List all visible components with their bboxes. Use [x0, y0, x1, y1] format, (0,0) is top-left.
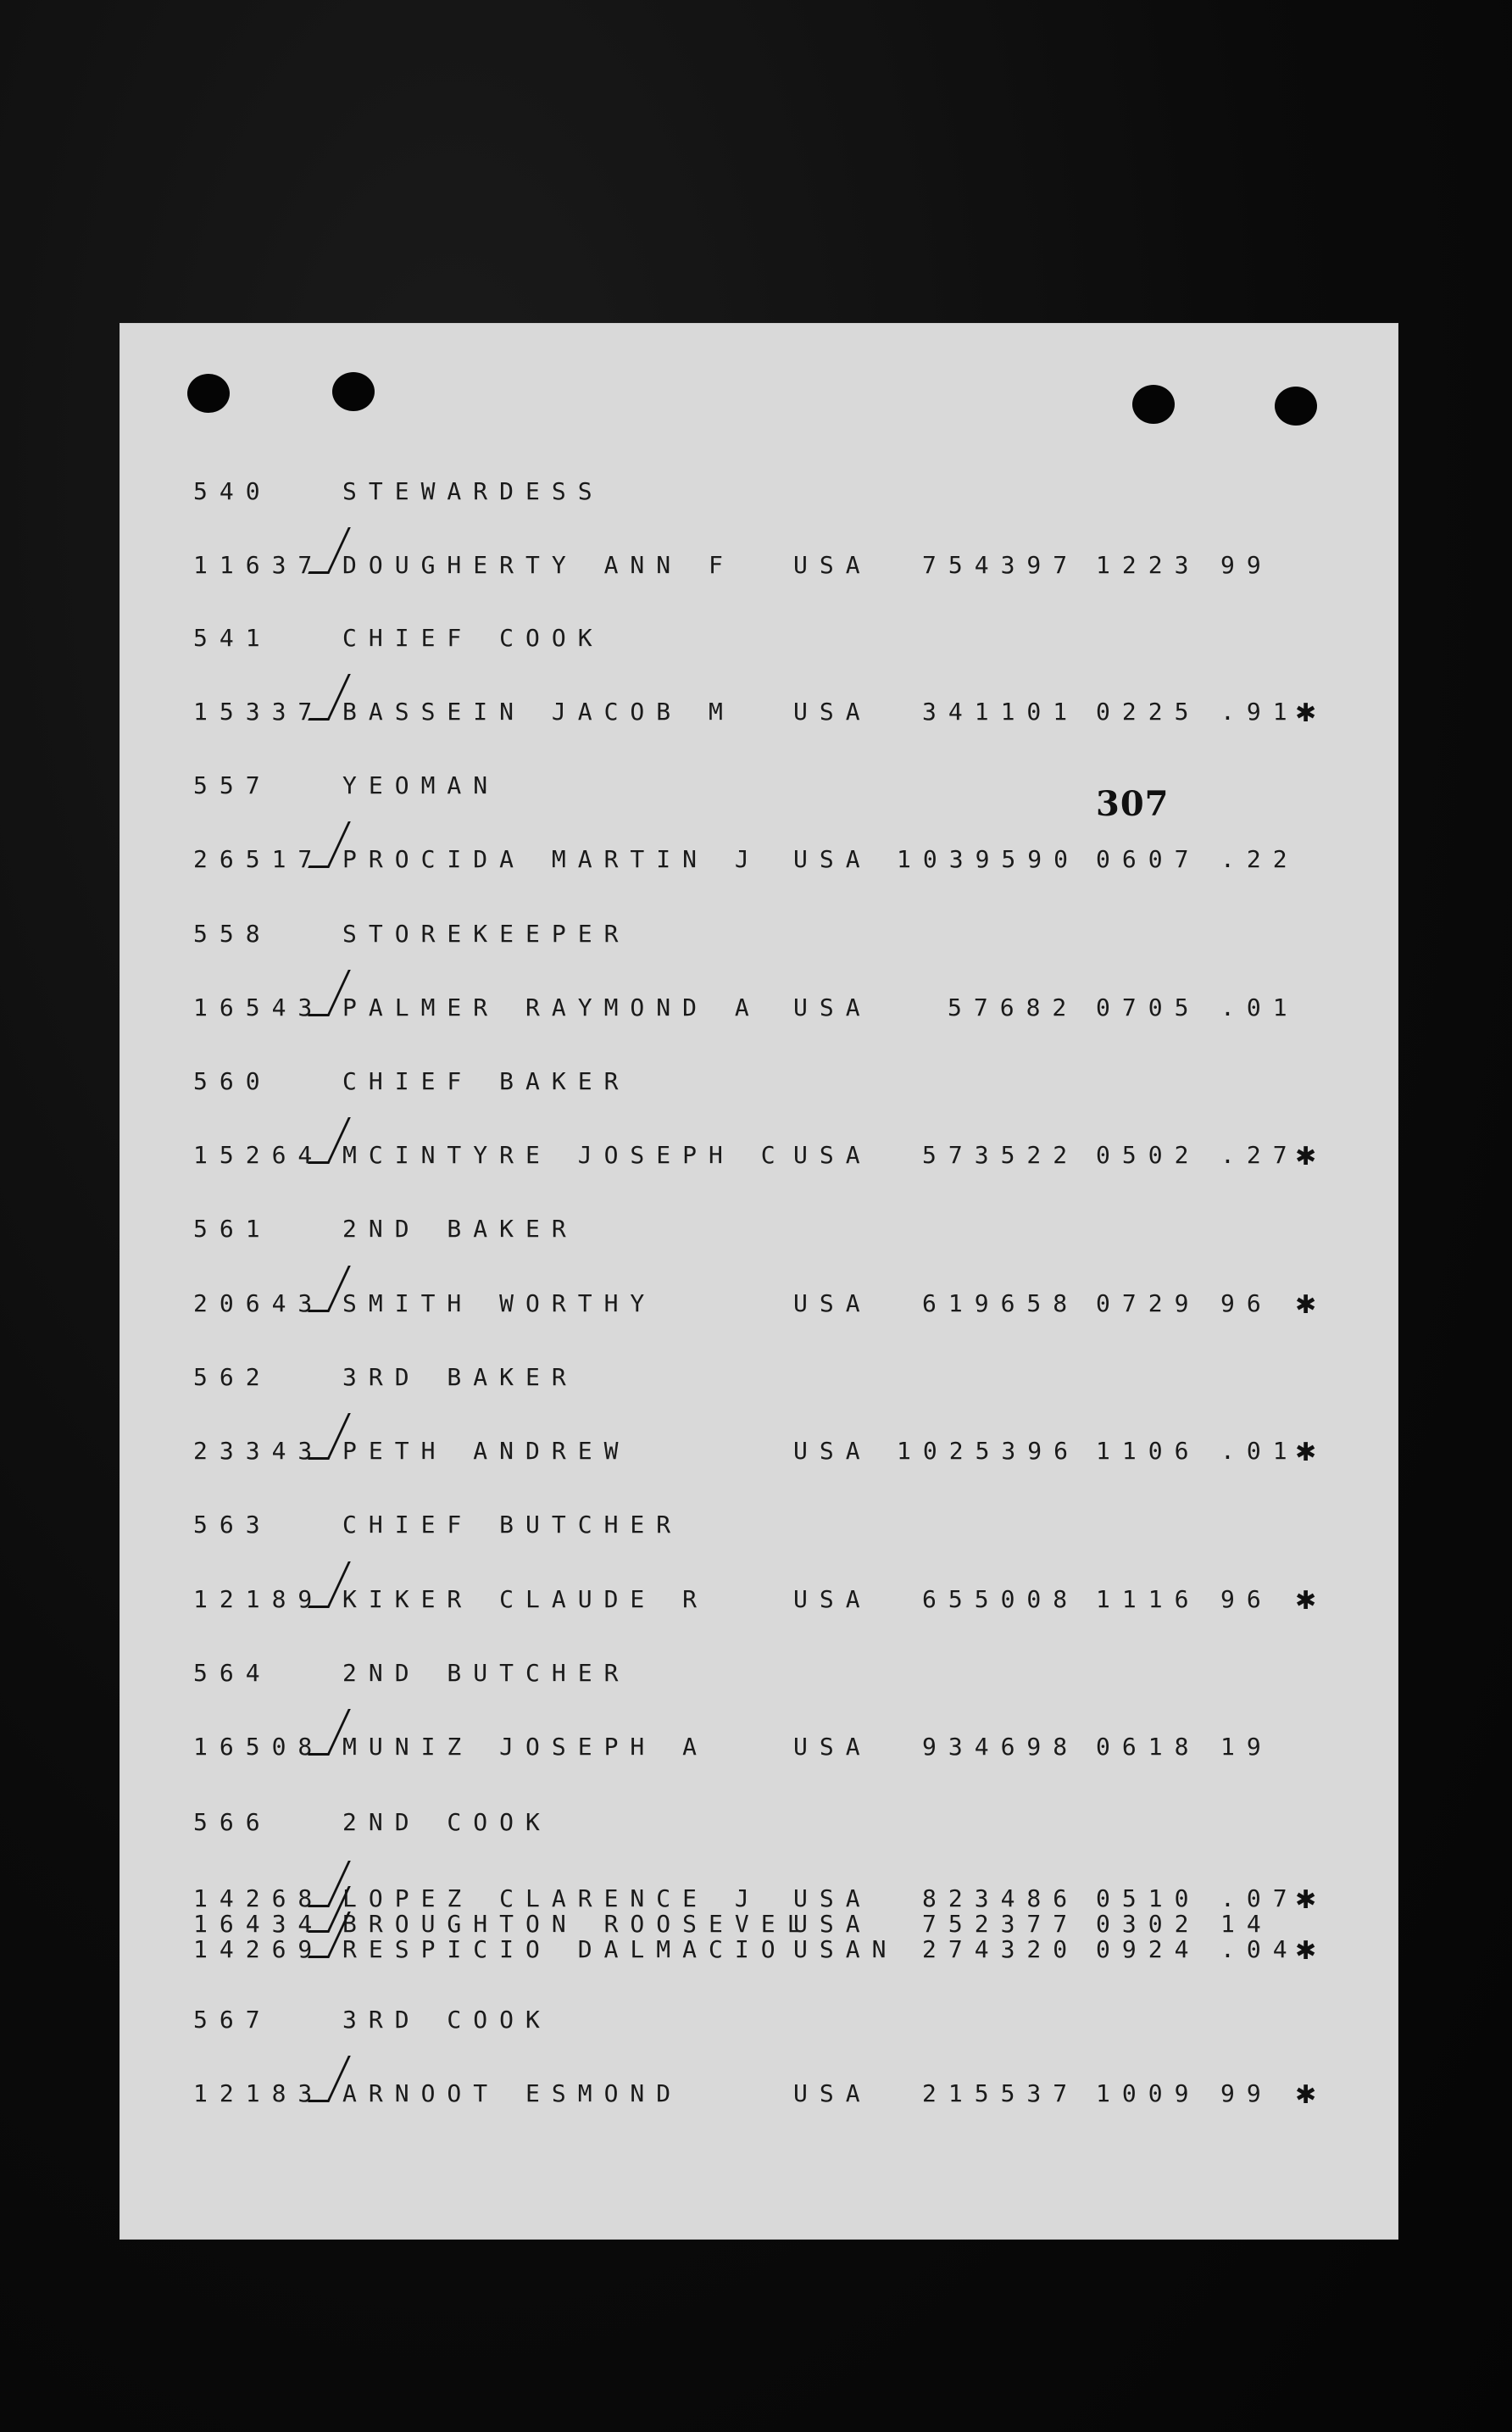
remark-code: .22 [1220, 845, 1299, 873]
certificate-number: 1039590 [897, 845, 1081, 873]
nationality: USA [793, 993, 872, 1021]
rating-code: 561 [193, 1215, 272, 1243]
certificate-number: 1025396 [897, 1437, 1081, 1465]
book-number: 15264 [193, 1141, 325, 1169]
punch-hole [1275, 387, 1317, 426]
rating-title: STEWARDESS [342, 477, 604, 505]
rating-title: 2ND BAKER [342, 1215, 578, 1243]
rating-title: 2ND COOK [342, 1808, 552, 1836]
book-number: 14268 [193, 1884, 325, 1912]
certificate-number: 823486 [922, 1884, 1080, 1912]
certificate-number: 57682 [948, 993, 1079, 1021]
rating-title: 3RD BAKER [342, 1363, 578, 1391]
certificate-number: 573522 [922, 1141, 1080, 1169]
rating-code: 562 [193, 1363, 272, 1391]
certificate-number: 274320 [922, 1935, 1080, 1963]
date-code: 0618 [1096, 1733, 1201, 1761]
nationality: USA [793, 1884, 872, 1912]
remark-code: 14 [1220, 1910, 1273, 1938]
remark-code: .04 [1220, 1935, 1299, 1963]
crew-name: PROCIDA MARTIN J [342, 845, 761, 873]
crew-name: SMITH WORTHY [342, 1289, 657, 1317]
punch-hole [332, 372, 375, 411]
book-number: 16434 [193, 1910, 325, 1938]
certificate-number: 655008 [922, 1585, 1080, 1613]
remark-code: .01 [1220, 993, 1299, 1021]
book-number: 23343 [193, 1437, 325, 1465]
remark-code: .91 [1220, 698, 1299, 726]
rating-title: STOREKEEPER [342, 920, 631, 948]
asterisk-icon: ✱ [1295, 1142, 1329, 1171]
certificate-number: 215537 [922, 2079, 1080, 2107]
date-code: 0607 [1096, 845, 1201, 873]
book-number: 26517 [193, 845, 325, 873]
date-code: 1223 [1096, 551, 1201, 579]
rating-title: YEOMAN [342, 771, 500, 799]
date-code: 0729 [1096, 1289, 1201, 1317]
rating-code: 563 [193, 1511, 272, 1539]
nationality: USA [793, 1289, 872, 1317]
asterisk-icon: ✱ [1295, 1936, 1329, 1966]
nationality: USA [793, 845, 872, 873]
asterisk-icon: ✱ [1295, 1290, 1329, 1320]
page-number: 307 [1096, 784, 1170, 824]
rating-code: 558 [193, 920, 272, 948]
book-number: 15337 [193, 698, 325, 726]
date-code: 1116 [1096, 1585, 1201, 1613]
rating-code: 540 [193, 477, 272, 505]
remark-code: .01 [1220, 1437, 1299, 1465]
remark-code: 96 [1220, 1585, 1273, 1613]
crew-name: DOUGHERTY ANN F [342, 551, 735, 579]
book-number: 16543 [193, 993, 325, 1021]
date-code: 1106 [1096, 1437, 1201, 1465]
crew-name: LOPEZ CLARENCE J [342, 1884, 761, 1912]
asterisk-icon: ✱ [1295, 1438, 1329, 1467]
book-number: 11637 [193, 551, 325, 579]
date-code: 0510 [1096, 1884, 1201, 1912]
punch-hole [187, 374, 230, 413]
asterisk-icon: ✱ [1295, 1885, 1329, 1915]
date-code: 1009 [1096, 2079, 1201, 2107]
certificate-number: 934698 [922, 1733, 1080, 1761]
crew-name: MUNIZ JOSEPH A [342, 1733, 709, 1761]
book-number: 12189 [193, 1585, 325, 1613]
date-code: 0924 [1096, 1935, 1201, 1963]
nationality: USA [793, 1585, 872, 1613]
date-code: 0705 [1096, 993, 1201, 1021]
crew-name: BASSEIN JACOB M [342, 698, 735, 726]
crew-name: BROUGHTON ROOSEVEL [342, 1910, 814, 1938]
rating-code: 567 [193, 2006, 272, 2034]
book-number: 12183 [193, 2079, 325, 2107]
certificate-number: 754397 [922, 551, 1080, 579]
crew-name: KIKER CLAUDE R [342, 1585, 709, 1613]
crew-name: MCINTYRE JOSEPH C [342, 1141, 787, 1169]
certificate-number: 619658 [922, 1289, 1080, 1317]
rating-title: CHIEF COOK [342, 624, 604, 652]
date-code: 0302 [1096, 1910, 1201, 1938]
punch-hole [1132, 385, 1175, 424]
remark-code: 19 [1220, 1733, 1273, 1761]
book-number: 14269 [193, 1935, 325, 1963]
rating-code: 566 [193, 1808, 272, 1836]
book-number: 16508 [193, 1733, 325, 1761]
crew-name: RESPICIO DALMACIO [342, 1935, 787, 1963]
nationality: USA [793, 1141, 872, 1169]
asterisk-icon: ✱ [1295, 1586, 1329, 1616]
asterisk-icon: ✱ [1295, 2080, 1329, 2110]
crew-name: ARNOOT ESMOND [342, 2079, 683, 2107]
date-code: 0225 [1096, 698, 1201, 726]
nationality: USA [793, 2079, 872, 2107]
rating-title: 3RD COOK [342, 2006, 552, 2034]
nationality: USA [793, 1733, 872, 1761]
nationality: USAN [793, 1935, 898, 1963]
date-code: 0502 [1096, 1141, 1201, 1169]
book-number: 20643 [193, 1289, 325, 1317]
rating-code: 564 [193, 1659, 272, 1687]
remark-code: .07 [1220, 1884, 1299, 1912]
nationality: USA [793, 1910, 872, 1938]
crew-name: PALMER RAYMOND A [342, 993, 761, 1021]
remark-code: .27 [1220, 1141, 1299, 1169]
certificate-number: 341101 [922, 698, 1080, 726]
certificate-number: 752377 [922, 1910, 1080, 1938]
remark-code: 99 [1220, 2079, 1273, 2107]
nationality: USA [793, 698, 872, 726]
rating-title: 2ND BUTCHER [342, 1659, 631, 1687]
nationality: USA [793, 551, 872, 579]
asterisk-icon: ✱ [1295, 698, 1329, 728]
rating-code: 541 [193, 624, 272, 652]
crew-name: PETH ANDREW [342, 1437, 631, 1465]
remark-code: 99 [1220, 551, 1273, 579]
rating-code: 557 [193, 771, 272, 799]
nationality: USA [793, 1437, 872, 1465]
remark-code: 96 [1220, 1289, 1273, 1317]
rating-title: CHIEF BUTCHER [342, 1511, 683, 1539]
rating-title: CHIEF BAKER [342, 1067, 631, 1095]
rating-code: 560 [193, 1067, 272, 1095]
